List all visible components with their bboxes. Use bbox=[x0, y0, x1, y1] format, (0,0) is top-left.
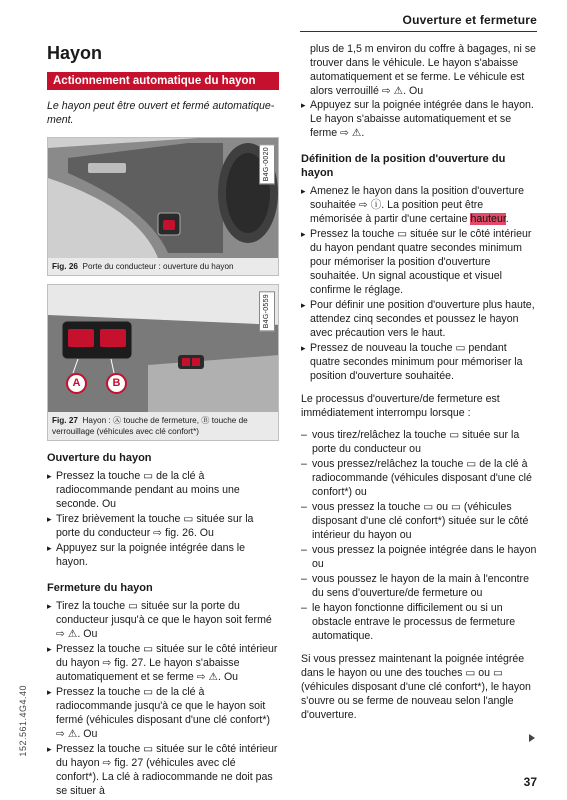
door-illustration bbox=[48, 138, 278, 258]
section-bar: Actionnement automatique du hayon bbox=[47, 72, 279, 90]
list-item: ▸ Pressez la touche ▭ située sur le côté intérieur du hayon pendant quatre secondes minimum pour mémoriser la position d'ouverture souhaitée. Un signal acoustique et visuel confirme le réglage. bbox=[301, 227, 537, 297]
figure-27-image bbox=[48, 285, 278, 412]
figure-26-caption: Fig. 26 Porte du conducteur : ouverture du hayon bbox=[48, 258, 278, 275]
process-intro: Le processus d'ouverture/de fermeture est immédiatement interrompu lorsque : bbox=[301, 393, 500, 419]
figure-26 bbox=[47, 137, 279, 276]
highlighted-word: hauteur bbox=[470, 213, 506, 225]
list-item: ▸ Pressez la touche ▭ de la clé à radiocommande pendant au moins une seconde. Ou bbox=[47, 469, 279, 511]
list-item: – vous pressez/relâchez la touche ▭ de la clé à radiocommande (véhicules disposant d'une clé confort*) ou bbox=[301, 457, 537, 499]
fermeture-list bbox=[47, 599, 279, 798]
next-page-arrow-icon bbox=[529, 734, 535, 742]
definition-list bbox=[301, 184, 537, 383]
figure-26-code: B4G-0020 bbox=[259, 144, 275, 184]
definition-heading: Définition de la position d'ouverture du hayon bbox=[301, 153, 506, 179]
page-title: Hayon bbox=[47, 43, 103, 63]
list-item: – vous tirez/relâchez la touche ▭ située sur la porte du conducteur ou bbox=[301, 428, 537, 456]
right-column bbox=[301, 42, 537, 722]
label-a: A bbox=[66, 373, 87, 394]
figure-27-caption: Fig. 27 Hayon : Ⓐ touche de fermeture, Ⓑ touche de verrouillage (véhicules avec clé confort*) bbox=[48, 412, 278, 440]
list-item: – le hayon fonctionne difficilement ou si un obstacle entrave le processus de fermeture automatique. bbox=[301, 601, 537, 643]
list-item: ▸ Amenez le hayon dans la position d'ouverture souhaitée ⇨ ⓘ. La position peut être mémorisée à partir d'une certaine hauteur. bbox=[301, 184, 537, 226]
continued-list bbox=[301, 98, 537, 140]
tailgate-illustration bbox=[48, 285, 278, 412]
list-item: ▸ Pressez de nouveau la touche ▭ pendant quatre secondes minimum pour mémoriser la position d'ouverture souhaitée. bbox=[301, 341, 537, 383]
header-rule bbox=[300, 31, 537, 32]
intro-text: Le hayon peut être ouvert et fermé automatique-ment. bbox=[47, 100, 275, 126]
list-item: ▸ Appuyez sur la poignée intégrée dans le hayon. Le hayon s'abaisse automatiquement et se ferme ⇨ ⚠. bbox=[301, 98, 537, 140]
page-number: 37 bbox=[523, 775, 537, 789]
list-item: ▸ Tirez brièvement la touche ▭ située sur la porte du conducteur ⇨ fig. 26. Ou bbox=[47, 512, 279, 540]
list-item: ▸ Pour définir une position d'ouverture plus haute, attendez cinq secondes et poussez le hayon avec précaution vers le haut. bbox=[301, 298, 537, 340]
figure-27-code: B4G-0559 bbox=[259, 291, 275, 331]
ouverture-list bbox=[47, 469, 279, 569]
label-b: B bbox=[106, 373, 127, 394]
figure-27 bbox=[47, 284, 279, 441]
continued-paragraph: plus de 1,5 m environ du coffre à bagages, ni se trouver dans le véhicule. Le hayon s'abaisse automatiquement et se ferme. Le véhicule est alors verrouillé ⇨ ⚠. Ou bbox=[310, 43, 536, 97]
left-column bbox=[47, 42, 279, 799]
side-code: 152.561.4G4.40 bbox=[18, 685, 28, 757]
list-item: – vous poussez le hayon de la main à l'encontre du sens d'ouverture/de fermeture ou bbox=[301, 572, 537, 600]
list-item: ▸ Tirez la touche ▭ située sur la porte du conducteur jusqu'à ce que le hayon soit fermé ⇨ ⚠. Ou bbox=[47, 599, 279, 641]
figure-26-image bbox=[48, 138, 278, 258]
fermeture-heading: Fermeture du hayon bbox=[47, 582, 153, 594]
final-paragraph: Si vous pressez maintenant la poignée intégrée dans le hayon ou une des touches ▭ ou ▭ (véhicules disposant d'une clé confort*), le hayon s'ouvre ou se ferme de nouveau selon l'angle d'ouverture. bbox=[301, 653, 531, 721]
header-title: Ouverture et fermeture bbox=[402, 13, 537, 27]
list-item: – vous pressez la touche ▭ ou ▭ (véhicules disposant d'une clé confort*) située sur le côté intérieur du hayon ou bbox=[301, 500, 537, 542]
list-item: ▸ Pressez la touche ▭ de la clé à radiocommande jusqu'à ce que le hayon soit fermé (véhicules disposant d'une clé confort*) ⇨ ⚠. Ou bbox=[47, 685, 279, 741]
ouverture-heading: Ouverture du hayon bbox=[47, 452, 152, 464]
list-item: ▸ Appuyez sur la poignée intégrée dans le hayon. bbox=[47, 541, 279, 569]
interruption-list bbox=[301, 428, 537, 643]
list-item: – vous pressez la poignée intégrée dans le hayon ou bbox=[301, 543, 537, 571]
list-item: ▸ Pressez la touche ▭ située sur le côté intérieur du hayon ⇨ fig. 27. Le hayon s'abaisse automatiquement et se ferme ⇨ ⚠. Ou bbox=[47, 642, 279, 684]
list-item: ▸ Pressez la touche ▭ située sur le côté intérieur du hayon ⇨ fig. 27 (véhicules avec clé confort*). La clé à radiocommande ne doit pas se situer à bbox=[47, 742, 279, 798]
